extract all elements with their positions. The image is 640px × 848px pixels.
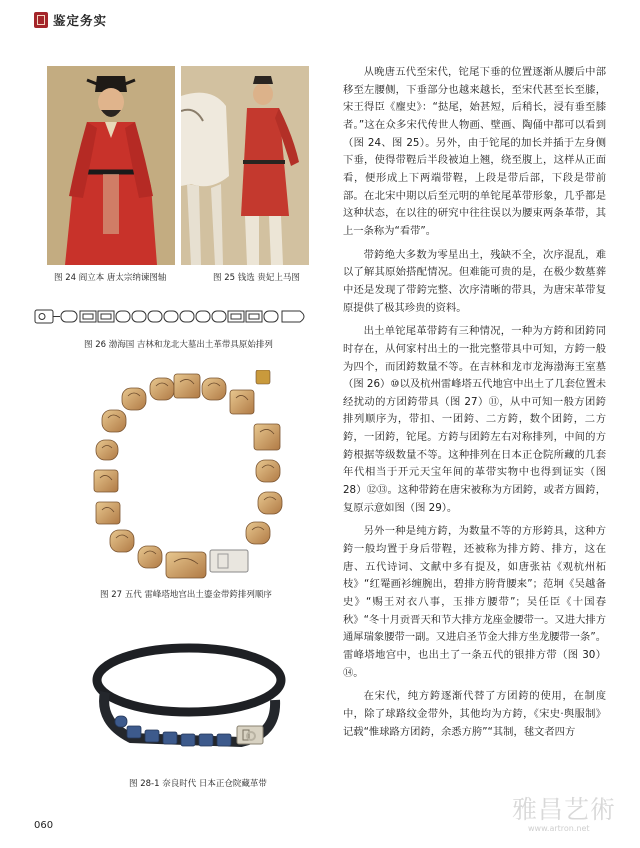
figure-25-caption: 图 25 钱选 贵妃上马图 xyxy=(213,273,300,283)
figure-26-caption: 图 26 渤海国 吉林和龙北大墓出土革带具原始排列 xyxy=(84,340,273,350)
emperor-portrait-painting xyxy=(47,66,175,265)
section-title: 鉴定务实 xyxy=(53,13,108,28)
figure-28-caption: 图 28-1 奈良时代 日本正仓院藏革带 xyxy=(129,779,267,789)
figure-24-image xyxy=(47,66,175,265)
figure-28-image xyxy=(91,630,287,770)
body-paragraph-4: 另外一种是纯方銙，为数量不等的方形銙具，这种方銙一般均置于身后带鞓，还被称为排方銙、排方，这在唐、五代诗词、文献中多有提及，如唐张祜《观杭州柘枝》“红罨画衫缠腕出，碧排方胯背腰来”；范坰《吴越备史》“赐王对衣八事，玉排方腰带”；吴任臣《十国春秋》“冬十月贡晋天和节大排方龙座金腰带一。又进大排方通犀瑞象腰带一副。又进启圣节金大排方坐龙腰带一条”。雷峰塔地宫中，也出土了一条五代的银排方带（图 30）⑭。 xyxy=(343,525,606,679)
watermark xyxy=(512,790,622,840)
gilt-belt-plaques-arrangement xyxy=(90,370,286,580)
body-paragraph-5: 在宋代，纯方銙逐渐代替了方团銙的使用，在制度中，除了球路纹金带外，其他均为方銙，《宋史·舆服制》记载“惟球路方团銙，余悉方胯”“其制，毬文者四方 xyxy=(343,690,606,738)
figure-27-image xyxy=(90,370,286,580)
page-header xyxy=(0,0,640,36)
figure-26-image xyxy=(34,304,310,328)
figure-24-caption: 图 24 阎立本 唐太宗纳谏图轴 xyxy=(54,273,167,283)
body-paragraph-2: 带銙绝大多数为零星出土，残缺不全，次序混乱，难以了解其原始搭配情况。但难能可贵的是，在极少数墓葬中还是发现了带銙完整、次序清晰的带具，为唐宋革带复原提供了极其珍贵的资料。 xyxy=(343,248,606,314)
page-number: 060 xyxy=(34,820,54,831)
watermark-text: 雅昌艺術 xyxy=(512,795,617,824)
body-paragraph-1: 从晚唐五代至宋代，铊尾下垂的位置逐渐从腰后中部移至左腰侧，下垂部分也越来越长，至宋代甚至长至膝，宋王得臣《麈史》：“挞尾，始甚短，后稍长，浸有垂至膝者。”这在众多宋代传世人物画、壁画、陶俑中都可以看到（图 24、图 25）。另外，由于铊尾的加长并插于左身侧下垂，使得带鞓后半段被迫上翘，绕至腹上，这样从正面看，便形成上下两端带鞓，上段是带后部，下段是带前部。在北宋中期以后至元明的单铊尾革带形象，几乎都是这种状态，在以往的研究中往往误以为腰束两条革带，其上一条称为“看带”。 xyxy=(343,66,606,237)
watermark-url: www.artron.net xyxy=(528,824,590,833)
figure-25-image xyxy=(181,66,309,265)
belt-fittings-line-drawing xyxy=(34,304,310,328)
article-body xyxy=(343,64,606,747)
noble-lady-horse-painting xyxy=(181,66,309,265)
leather-belt-photo xyxy=(91,630,287,770)
figure-27-caption: 图 27 五代 雷峰塔地宫出土鎏金带銙排列顺序 xyxy=(100,590,272,600)
body-paragraph-3: 出土单铊尾革带銙有三种情况，一种为方銙和团銙同时存在，从何家村出土的一批完整带具中可知，方銙一般为四个，而团銙数量不等。在吉林和龙市龙海渤海王室墓（图 26）⑩以及杭州雷峰塔五代地宫中出土了几套位置未经扰动的方团銙带具（图 27）⑪，从中可知一般方团銙排列顺序为，带扣、一团銙、二方銙，数个团銙，二方銙，一团銙，铊尾。方銙与团銙左右对称排列，中间的方銙根据等级数量不等。这种排列在日本正仓院所藏的几套年代相当于开元天宝年间的革带实物中也得到证实（图 28）⑫⑬。这种带銙在唐宋被称为方团銙，或者方圆銙，复原示意如图（图 29）。 xyxy=(343,325,606,514)
seal-icon xyxy=(34,12,48,28)
